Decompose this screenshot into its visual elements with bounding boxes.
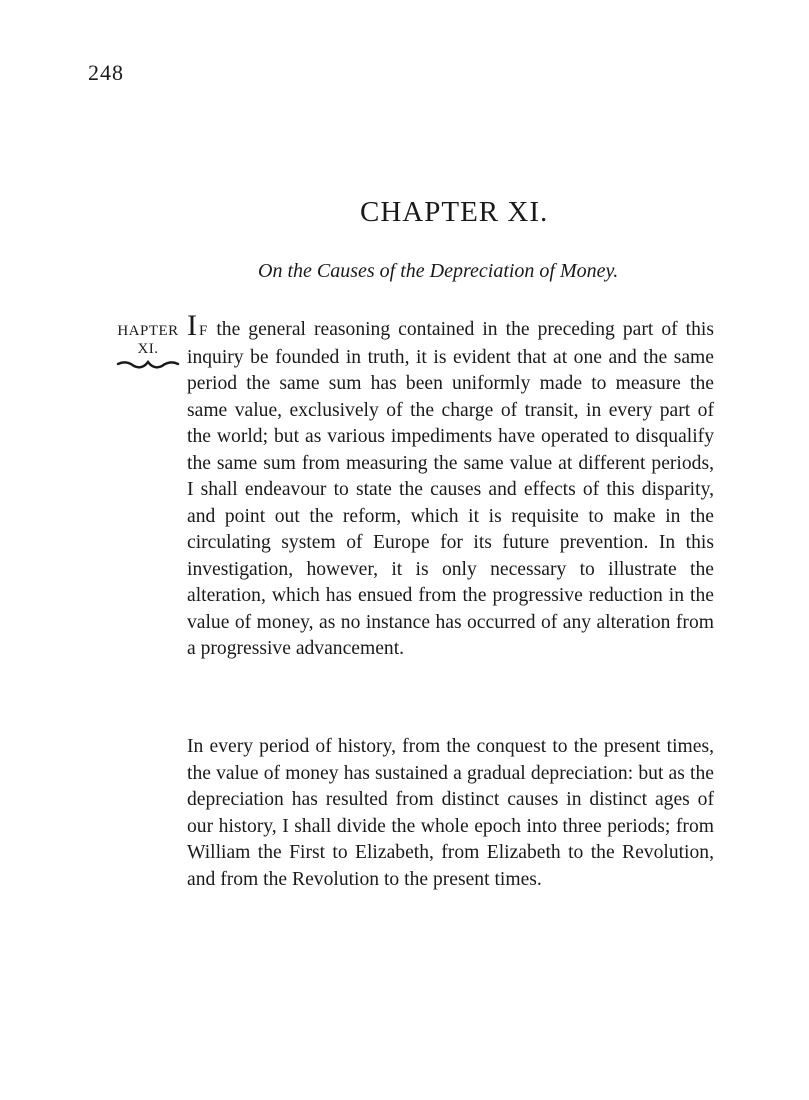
margin-note-line-1: HAPTER: [117, 323, 179, 339]
drop-cap: I: [187, 309, 197, 342]
paragraph-1: [187, 309, 714, 663]
margin-note-line-2: XI.: [137, 341, 159, 357]
paragraph-2: In every period of history, from the conquest to the present times, the value of money has sustained a gradual depreciation: but as the depreciation has resulted from distinct causes in distinct ages of our history, I shall divide the whole epoch into three periods; from William the First to Elizabeth, from Elizabeth to the Revolution, and from the Revolution to the present times.: [187, 736, 714, 890]
page-number: 248: [88, 60, 124, 85]
small-caps-letter: F: [199, 323, 209, 339]
swash-ornament-icon: [116, 358, 180, 370]
chapter-subtitle: On the Causes of the Depreciation of Money.: [258, 260, 619, 282]
margin-note: [112, 322, 184, 370]
paragraph-1-text: the general reasoning contained in the preceding part of this inquiry be founded in truth, it is evident that at one and the same period the same sum has been uniformly made to measure the same value, exclusively of the charge of transit, in every part of the world; but as various impediments have operated to disqualify the same sum from measuring the same value at different periods, I shall endeavour to state the causes and effects of this disparity, and point out the reform, which it is requisite to make in the circulating system of Europe for its future prevention. In this investigation, however, it is only necessary to illustrate the alteration, which has ensued from the progressive reduction in the value of money, as no instance has occurred of any alteration from a progressive advancement.: [187, 319, 714, 659]
chapter-title: CHAPTER XI.: [360, 196, 549, 228]
